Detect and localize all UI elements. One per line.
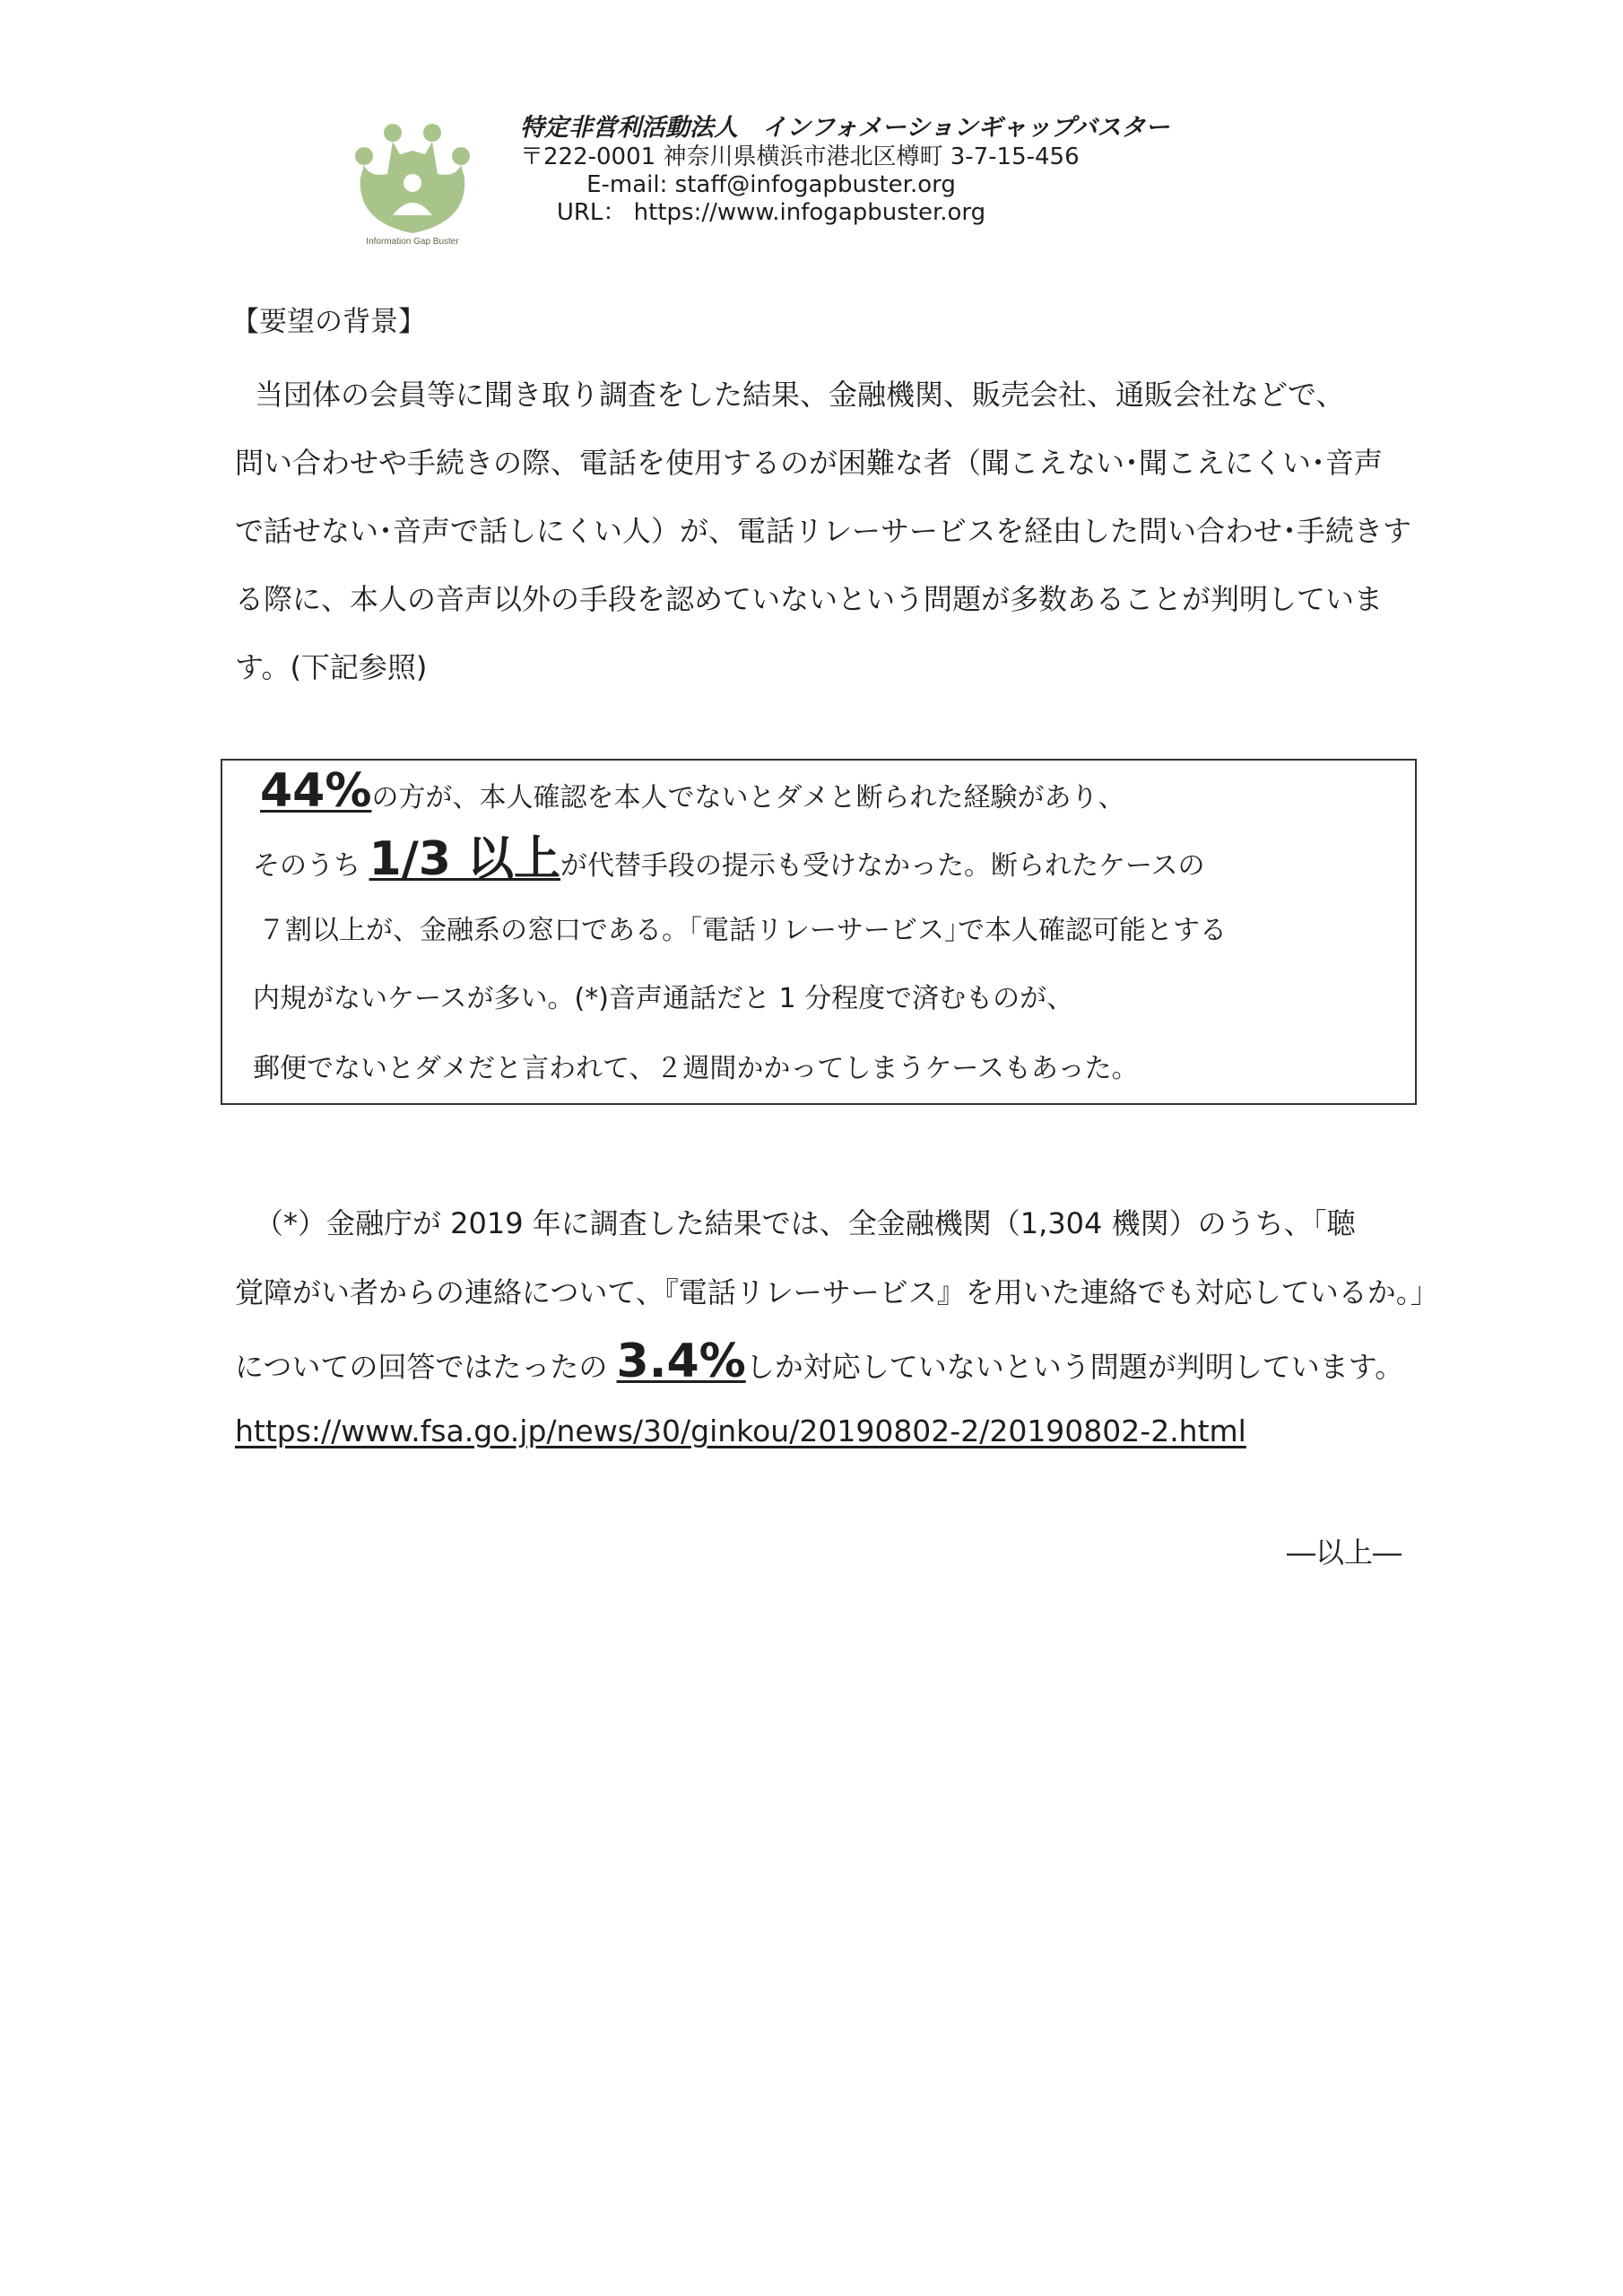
stat-44-percent: 44%: [260, 764, 372, 818]
box-text: が代替手段の提示も受けなかった。断られたケースの: [560, 850, 1205, 882]
box-line-1: [260, 764, 1125, 818]
survey-summary-box: [221, 759, 1417, 1105]
note-line: [235, 1327, 1419, 1396]
note-line: 覚障がい者からの連絡について、『電話リレーサービス』を用いた連絡でも対応しているか。｣: [235, 1275, 1425, 1309]
organization-logo: [352, 115, 473, 258]
note-line: （*）金融庁が 2019 年に調査した結果では、全金融機関（1,304 機関）のうち、｢聴: [255, 1206, 1356, 1240]
paragraph-line: 問い合わせや手続きの際、電話を使用するのが困難な者（聞こえない･聞こえにくい･音声: [235, 446, 1384, 480]
paragraph-line: で話せない･音声で話しにくい人）が、電話リレーサービスを経由した問い合わせ･手続きす: [235, 514, 1412, 548]
stat-one-third: 1/3 以上: [369, 832, 561, 886]
box-line-5: 郵便でないとダメだと言われて、２週間かかってしまうケースもあった。: [253, 1053, 1139, 1084]
postal-address: 〒222-0001 神奈川県横浜市港北区樽町 3-7-15-456: [520, 144, 1080, 170]
background-paragraph: [235, 361, 1412, 701]
logo-caption: Information Gap Buster: [366, 237, 459, 247]
fsa-source-link[interactable]: https://www.fsa.go.jp/news/30/ginkou/20190802-2/20190802-2.html: [235, 1413, 1246, 1448]
website-url: URL： https://www.infogapbuster.org: [556, 199, 986, 226]
paragraph-line: 当団体の会員等に聞き取り調査をした結果、金融機関、販売会社、通販会社などで、: [255, 378, 1345, 412]
box-text: そのうち: [253, 850, 360, 882]
box-line-2: [253, 832, 1205, 886]
section-title: 【要望の背景】: [231, 306, 426, 338]
note-text: についての回答ではたったの: [235, 1350, 608, 1384]
box-line-4: 内規がないケースが多い。(*)音声通話だと 1 分程度で済むものが、: [253, 983, 1074, 1014]
letterhead: [520, 113, 1170, 227]
note-line: [235, 1396, 1419, 1465]
logo-icon: [352, 115, 473, 240]
box-line-3: ７割以上が、金融系の窓口である。｢電話リレーサービス｣で本人確認可能とする: [258, 915, 1227, 946]
organization-name: 特定非営利活動法人 インフォメーションギャップバスター: [520, 114, 1170, 142]
box-text: の方が、本人確認を本人でないとダメと断られた経験があり、: [371, 782, 1125, 813]
paragraph-line: す。(下記参照): [235, 650, 428, 684]
stat-3-4-percent: 3.4%: [616, 1335, 746, 1388]
closing-mark: ―以上―: [1286, 1535, 1402, 1570]
paragraph-line: る際に、本人の音声以外の手段を認めていないという問題が多数あることが判明していま: [235, 582, 1384, 616]
fsa-survey-note: [235, 1189, 1425, 1465]
note-text: しか対応していないという問題が判明しています。: [745, 1350, 1404, 1384]
email-address: E-mail: staff@infogapbuster.org: [586, 171, 956, 198]
